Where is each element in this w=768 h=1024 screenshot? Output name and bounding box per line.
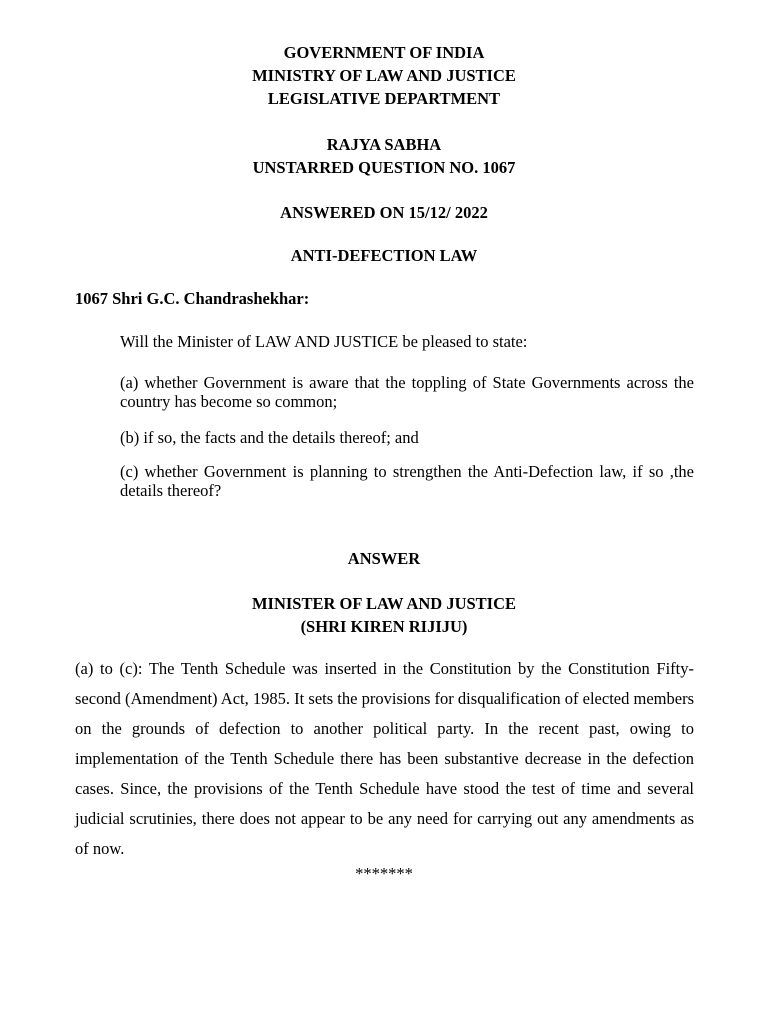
header-department: LEGISLATIVE DEPARTMENT — [267, 89, 501, 108]
minister-name: (SHRI KIREN RIJIJU) — [300, 617, 468, 636]
end-marker: ******* — [355, 864, 413, 883]
question-number: UNSTARRED QUESTION NO. 1067 — [252, 158, 516, 177]
question-part-a: (a) whether Government is aware that the toppling of State Governments across the country has become so common; — [120, 373, 694, 411]
subject-title: ANTI-DEFECTION LAW — [290, 246, 478, 265]
question-part-b: (b) if so, the facts and the details thereof; and — [120, 428, 419, 447]
minister-title: MINISTER OF LAW AND JUSTICE — [251, 594, 517, 613]
question-part-c: (c) whether Government is planning to strengthen the Anti-Defection law, if so ,the details thereof? — [120, 462, 694, 500]
asker-name: 1067 Shri G.C. Chandrashekhar: — [75, 289, 310, 308]
house-name: RAJYA SABHA — [326, 135, 442, 154]
question-intro: Will the Minister of LAW AND JUSTICE be pleased to state: — [120, 332, 528, 351]
header-government: GOVERNMENT OF INDIA — [283, 43, 485, 62]
answer-body: (a) to (c): The Tenth Schedule was inserted in the Constitution by the Constitution Fifty-second (Amendment) Act, 1985. It sets the provisions for disqualification of elected members on the grounds of defection to another political party. In the recent past, owing to implementation of the Tenth Schedule there has been substantive decrease in the defection cases. Since, the provisions of the Tenth Schedule have stood the test of time and several judicial scrutinies, there does not appear to be any need for carrying out any amendments as of now. — [75, 659, 694, 858]
answer-heading: ANSWER — [347, 549, 421, 568]
answered-on-date: ANSWERED ON 15/12/ 2022 — [280, 203, 488, 222]
header-ministry: MINISTRY OF LAW AND JUSTICE — [252, 66, 516, 85]
